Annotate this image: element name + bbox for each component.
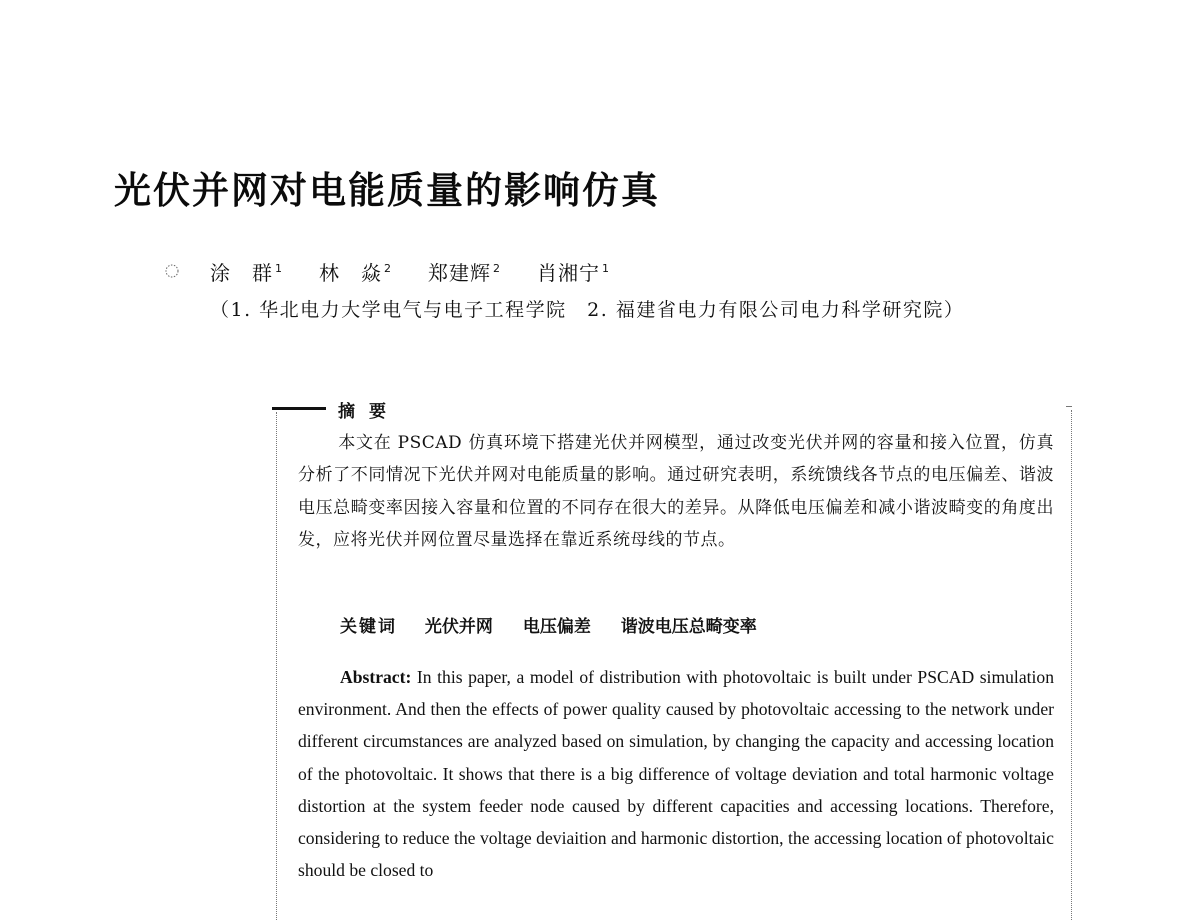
chinese-abstract xyxy=(298,427,1054,557)
author: 郑建辉 $^2$ xyxy=(428,260,501,285)
keyword: 谐波电压总畸变率 xyxy=(620,617,757,637)
author: 肖湘宁 $^1$ xyxy=(537,260,610,285)
keywords xyxy=(340,612,781,637)
author: 林 焱 $^2$ xyxy=(319,260,392,285)
author-mark-icon xyxy=(164,262,180,280)
abstract-box-left-border xyxy=(276,412,277,920)
english-abstract xyxy=(298,661,1054,886)
author: 涂 群 $^1$ xyxy=(210,260,283,285)
affiliations: （1. 华北电力大学电气与电子工程学院 2. 福建省电力有限公司电力科学研究院） xyxy=(210,299,965,321)
abstract-rule xyxy=(272,407,326,410)
keywords-label: 关键词 xyxy=(340,617,397,637)
abstract-box-right-border xyxy=(1071,410,1072,920)
abstract-box-corner xyxy=(1066,406,1072,407)
abstract-heading: 摘要 xyxy=(338,402,400,422)
keyword: 光伏并网 xyxy=(424,617,493,637)
chinese-abstract-text: 本文在 PSCAD 仿真环境下搭建光伏并网模型，通过改变光伏并网的容量和接入位置，仿真分析了不同情况下光伏并网对电能质量的影响。通过研究表明，系统馈线各节点的电压偏差、谐波电压总畸变率因接入容量和位置的不同存在很大的差异。从降低电压偏差和减小谐波畸变的角度出发，应将光伏并网位置尽量选择在靠近系统母线的节点。 xyxy=(298,433,1054,551)
english-abstract-label: Abstract: xyxy=(340,667,412,687)
keyword: 电压偏差 xyxy=(522,617,591,637)
paper-title: 光伏并网对电能质量的影响仿真 xyxy=(114,169,660,212)
english-abstract-text: In this paper, a model of distribution with photovoltaic is built under PSCAD simulation environment. And then the effects of power quality caused by photovoltaic accessing to the network under different circumstances are analyzed based on simulation, by changing the capacity and accessing location of the photovoltaic. It shows that there is a big difference of voltage deviation and total harmonic voltage distortion at the system feeder node caused by different capacities and accessing locations. Therefore, considering to reduce the voltage deviaition and harmonic distortion, the accessing location of photovoltaic should be closed to xyxy=(298,667,1054,881)
author-list xyxy=(164,258,646,284)
